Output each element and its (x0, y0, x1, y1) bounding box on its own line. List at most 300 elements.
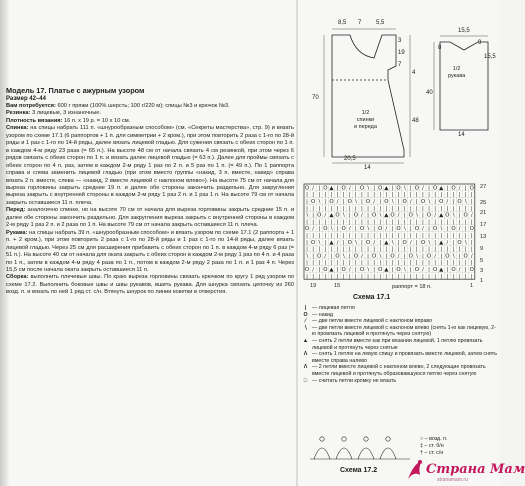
stitch-symbol: | (415, 233, 418, 239)
stitch-symbol: | (306, 273, 308, 280)
stitch-symbol: | (342, 192, 345, 199)
stitch-symbol: | (409, 246, 412, 253)
stitch-symbol: | (379, 273, 382, 280)
sleeves-text: на спицы набрать 39 п. «шнурообразным способом» и вязать узором по схеме 17.1 (2 раппорта + 1 п. + 2 кром.), при этом повторить 2 раза с 1-го по 28-й ряды и 1 раз с 1-го по 14-й ряды, далее вязать лицевой гладью. Через 25 см для расширения прибавить с обеих сторон по 1 п. в каждом 4-м ряду 6 раз (= 51 п.). На высоте 40 см от начала для оката закрыть с обеих сторон в каждом 2-м ряду 1 раз по 4 п. и 4 раза по 1 п., затем в каждом 4-м ряду 4 раза по 1 п., потом в каждом 2-м ряду 2 раза по 1 п. и 1 раз 4 п. Через 15,5 см после начала оката закрыть оставшиеся 11 п. (6, 229, 294, 273)
stitch-symbol: ∖ (463, 199, 468, 205)
crochet-legend-item: ○ – возд. п. (420, 436, 448, 442)
stitch-symbol: | (330, 219, 333, 226)
stitch-symbol: ∕ (312, 185, 315, 192)
dim-top-2: 7 (358, 20, 362, 26)
stitch-symbol: ∖ (354, 199, 358, 205)
stitch-symbol: | (458, 246, 461, 253)
stitch-symbol: O (439, 199, 444, 205)
stitch-symbol: | (385, 273, 388, 280)
stitch-symbol: | (379, 192, 382, 199)
stitch-symbol: | (348, 212, 351, 219)
stitch-symbol: ∕ (434, 253, 437, 260)
stitch-symbol: O (304, 226, 310, 233)
stitch-symbol: | (385, 219, 388, 226)
stitch-symbol: ∖ (402, 226, 407, 233)
stitch-symbol: | (440, 233, 443, 239)
stitch-symbol: | (446, 185, 449, 192)
stitch-symbol: | (336, 219, 339, 226)
stitch-symbol: ∖ (366, 185, 370, 192)
gauge-text: 16 п. х 19 р. = 10 х 10 см. (64, 117, 131, 124)
stitch-symbol: ∖ (305, 212, 309, 219)
rib-text: 3 лицевые, 3 изнаночные. (32, 110, 102, 117)
stitch-symbol: ∕ (336, 199, 339, 205)
stitch-symbol: | (397, 233, 400, 239)
stitch-symbol: | (324, 192, 327, 199)
stitch-symbol: | (342, 205, 345, 212)
stitch-symbol: O (323, 185, 328, 192)
stitch-symbol: | (367, 205, 369, 212)
stitch-symbol: | (470, 246, 473, 253)
legend-symbol: ∕ (305, 318, 306, 325)
stitch-symbol: | (446, 273, 449, 280)
stitch-symbol: | (385, 253, 388, 260)
stitch-symbol: ∖ (341, 253, 346, 260)
stitch-symbol: | (318, 205, 321, 212)
dim-height: 70 (312, 95, 319, 101)
legend-text: — накид (312, 311, 334, 318)
stitch-symbol: | (385, 205, 388, 212)
stitch-symbol: O (390, 253, 395, 260)
legend-item (300, 378, 498, 385)
chart-row-21: 21 (480, 210, 487, 216)
stitch-symbol: | (458, 253, 461, 260)
stitch-symbol: ∕ (446, 199, 449, 205)
stitch-symbol: | (348, 253, 351, 260)
stitch-symbol: | (415, 199, 418, 205)
stitch-symbol: | (373, 267, 376, 273)
stitch-symbol: ∕ (348, 267, 351, 273)
stitch-symbol: ∕ (422, 185, 424, 192)
stitch-symbol: O (390, 212, 395, 219)
stitch-symbol: | (452, 246, 455, 253)
stitch-symbol: | (342, 260, 345, 267)
stitch-symbol: | (391, 219, 394, 226)
stitch-symbol: ∖ (341, 212, 346, 219)
stitch-symbol: | (434, 239, 437, 246)
stork-icon (404, 457, 426, 483)
stitch-symbol: O (365, 199, 371, 205)
stitch-symbol: ∖ (427, 239, 431, 246)
stitch-symbol: | (415, 219, 418, 226)
stitch-symbol: O (420, 239, 426, 246)
stitch-symbol: O (426, 253, 432, 260)
stitch-symbol: | (330, 246, 333, 253)
stitch-symbol: ∕ (336, 239, 339, 246)
stitch-symbol: O (451, 185, 456, 192)
stitch-symbol: ∕ (458, 267, 461, 273)
stitch-symbol: O (353, 212, 358, 219)
dim-top-1: 8,5 (338, 20, 347, 26)
stitch-symbol: O (445, 212, 450, 219)
stitch-symbol: | (379, 246, 382, 253)
chart-row-27: 27 (480, 184, 487, 190)
stitch-symbol: | (409, 205, 412, 212)
stitch-symbol: | (342, 233, 345, 239)
sleeve-side-2: 9 (478, 40, 482, 46)
crochet-arc (336, 448, 352, 459)
stitch-symbol: O (311, 239, 316, 246)
model-title: Модель 17. Платье с ажурным узором (6, 86, 145, 95)
stitch-symbol: ∕ (373, 199, 376, 205)
stitch-symbol: | (464, 205, 467, 212)
back-para (6, 125, 294, 207)
stitch-symbol: | (373, 226, 376, 233)
stitch-symbol: | (440, 253, 443, 260)
stitch-symbol: | (458, 205, 461, 212)
stitch-symbol: O (396, 185, 401, 192)
sleeve-side-4: 40 (426, 90, 433, 96)
stitch-symbol: | (409, 233, 412, 239)
sleeve-side-1: 8 (438, 45, 442, 51)
stitch-symbol: | (391, 192, 394, 199)
stitch-symbol: | (330, 233, 333, 239)
stitch-symbol: | (452, 192, 455, 199)
stitch-symbol: | (391, 260, 394, 267)
chart-row-9: 9 (480, 246, 484, 252)
stitch-symbol: | (415, 246, 418, 253)
stitch-symbol: | (440, 192, 443, 199)
stitch-symbol: | (318, 267, 321, 273)
stitch-symbol: ∖ (427, 199, 431, 205)
stitch-symbol: | (403, 260, 406, 267)
crochet-legend-item: ‡ – ст. б/н (420, 442, 444, 449)
stitch-symbol: | (391, 273, 394, 280)
stitch-symbol: O (359, 185, 365, 192)
stitch-symbol: O (335, 212, 340, 219)
legend-symbol: | (304, 305, 307, 311)
stitch-symbol: O (384, 199, 389, 205)
stitch-symbol: | (373, 219, 376, 226)
stitch-symbol: O (463, 212, 468, 219)
stitch-symbol: | (379, 219, 382, 226)
chart-row-3: 3 (480, 268, 484, 274)
stitch-symbol: | (342, 273, 345, 280)
stitch-symbol: | (452, 205, 455, 212)
stitch-symbol: | (470, 239, 473, 246)
stitch-symbol: | (458, 219, 461, 226)
stitch-symbol: | (458, 273, 461, 280)
stitch-symbol: | (367, 246, 369, 253)
stitch-symbol: | (409, 273, 412, 280)
schematic-drawing (300, 0, 500, 182)
stitch-symbol: | (391, 246, 394, 253)
stitch-symbol: O (445, 253, 450, 260)
stitch-symbol: ▲ (439, 239, 444, 246)
stitch-symbol: | (446, 205, 449, 212)
stitch-symbol: ∖ (366, 226, 370, 233)
chart-row-25: 25 (480, 200, 487, 206)
stitch-symbol: ▲ (439, 185, 444, 192)
legend-text: — лицевая петля (312, 305, 355, 311)
stitch-symbol: | (330, 205, 333, 212)
stitch-symbol: | (440, 260, 443, 267)
stitch-symbol: | (440, 219, 443, 226)
stitch-symbol: ∕ (409, 199, 412, 205)
stitch-symbol: | (464, 219, 467, 226)
pattern-schematic (300, 0, 500, 182)
chart-row-5: 5 (480, 258, 484, 264)
stitch-symbol: | (336, 226, 339, 233)
stitch-symbol: | (470, 199, 473, 205)
stitch-symbol: ∕ (458, 185, 461, 192)
stitch-symbol: | (428, 219, 430, 226)
rib-para (6, 110, 294, 117)
materials-para (6, 103, 294, 110)
logo-sub: stranamam.ru (437, 477, 468, 483)
crochet-picot (320, 437, 324, 441)
stitch-symbol: ∖ (415, 212, 419, 219)
legend-symbol: O (303, 311, 308, 318)
stitch-symbol: | (452, 199, 455, 205)
stitch-symbol: | (367, 253, 369, 260)
stitch-symbol: O (414, 226, 419, 233)
stitch-symbol: | (367, 273, 369, 280)
stitch-symbol: | (354, 185, 357, 192)
stitch-symbol: | (391, 205, 394, 212)
stitch-symbol: | (354, 192, 357, 199)
stitch-symbol: | (391, 226, 394, 233)
gauge-label: Плотность вязания: (6, 117, 63, 124)
stitch-symbol: | (318, 260, 321, 267)
stitch-symbol: | (324, 199, 327, 205)
front-para (6, 207, 294, 229)
stitch-symbol: ▲ (439, 267, 444, 273)
stitch-symbol: | (452, 233, 455, 239)
legend-symbol: □ (303, 377, 308, 384)
stitch-symbol: | (415, 192, 418, 199)
stitch-symbol: | (403, 273, 406, 280)
stitch-symbol: | (403, 233, 406, 239)
stitch-symbol: ∕ (458, 226, 461, 233)
stitch-symbol: ▲ (384, 185, 389, 192)
stitch-symbol: | (409, 185, 412, 192)
back-label: Спинка: (6, 125, 29, 132)
front-label: Перед: (6, 207, 26, 214)
stitch-symbol: ∖ (451, 212, 456, 219)
stitch-symbol: ▲ (329, 267, 334, 273)
stitch-symbol: | (342, 239, 345, 246)
stitch-symbol: | (403, 246, 406, 253)
stitch-symbol: | (354, 267, 357, 273)
stitch-symbol: | (336, 185, 339, 192)
stitch-symbol: | (397, 199, 400, 205)
materials-text: 600 г пряжи (100% шерсть; 100 г/220 м); спицы №3 и крючок №3. (57, 103, 230, 109)
stitch-symbol: | (464, 246, 467, 253)
stitch-symbol: | (342, 219, 345, 226)
stitch-symbol: | (342, 246, 345, 253)
stitch-symbol: O (396, 226, 401, 233)
stitch-symbol: | (354, 260, 357, 267)
stitch-symbol: | (458, 233, 461, 239)
legend-item (300, 364, 498, 377)
stitch-symbol: ∕ (324, 212, 327, 219)
crochet-legend (420, 436, 447, 456)
stitch-symbol: ∕ (409, 239, 412, 246)
stitch-symbol: | (428, 192, 430, 199)
stitch-symbol: ▲ (329, 185, 334, 192)
dress-outline (332, 35, 404, 157)
size-label: Размер 42–44 (6, 96, 46, 102)
stitch-symbol: ▲ (329, 239, 334, 246)
piece-label: 1/2 спинки и переда (354, 110, 377, 130)
stitch-symbol: O (451, 226, 456, 233)
stitch-symbol: | (391, 267, 394, 273)
assembly-text: выполнить плечевые швы. По краю выреза горловины связать крючком по кругу 1 ряд узором по схеме 17.2. Выполнить боковые швы и швы рукавов, вшить рукава. Для шнурка связать цепочку из 260 возд. п. и вязать по ней 1 ряд ст. с/н. Втянуть шнурок по линии кокетки в отверстия. (6, 274, 294, 296)
stitch-symbol: | (324, 246, 327, 253)
stitch-symbol: | (446, 233, 449, 239)
chart-row-13: 13 (480, 234, 487, 240)
stitch-symbol: ∕ (348, 185, 351, 192)
stitch-symbol: O (341, 185, 346, 192)
stitch-symbol: | (379, 199, 382, 205)
stitch-symbol: O (426, 212, 432, 219)
stitch-symbol: ∖ (463, 239, 468, 246)
stitch-symbol: | (318, 246, 321, 253)
stitch-symbol: | (464, 260, 467, 267)
stitch-symbol: | (422, 246, 424, 253)
stitch-symbol: | (348, 219, 351, 226)
stitch-symbol: | (458, 260, 461, 267)
stitch-symbol: | (306, 246, 308, 253)
stitch-symbol: ∕ (348, 226, 351, 233)
legend-item (300, 338, 498, 351)
stitch-symbol: | (306, 239, 308, 246)
stitch-symbol: O (469, 185, 474, 192)
stitch-symbol: | (446, 226, 449, 233)
stitch-symbol: | (324, 219, 327, 226)
stitch-symbol: ∖ (402, 185, 407, 192)
stitch-symbol: | (330, 192, 333, 199)
stitch-chart (298, 182, 500, 304)
legend-item (300, 325, 498, 338)
stitch-symbol: | (324, 205, 327, 212)
stitch-symbol: | (361, 246, 363, 253)
stitch-symbol: | (403, 205, 406, 212)
stitch-symbol: O (353, 253, 358, 260)
site-logo (404, 455, 525, 486)
stitch-symbol: O (304, 185, 310, 192)
stitch-symbol: ∖ (402, 267, 407, 273)
stitch-symbol: | (434, 246, 437, 253)
stitch-symbol: | (397, 219, 400, 226)
stitch-symbol: | (306, 233, 308, 239)
stitch-symbol: | (385, 192, 388, 199)
stitch-symbol: | (306, 219, 308, 226)
stitch-symbol: | (367, 219, 369, 226)
stitch-symbol: | (336, 205, 339, 212)
stitch-symbol: O (457, 199, 462, 205)
stitch-symbol: | (318, 219, 321, 226)
stitch-symbol: | (434, 233, 437, 239)
assembly-para (6, 274, 294, 296)
stitch-symbol: O (451, 267, 456, 273)
stitch-symbol: | (373, 192, 376, 199)
stitch-symbol: | (348, 233, 351, 239)
stitch-symbol: | (434, 199, 437, 205)
legend-symbol: ∖ (303, 324, 308, 331)
stitch-symbol: | (434, 205, 437, 212)
legend-item (300, 351, 498, 364)
stitch-symbol: | (336, 192, 339, 199)
stitch-symbol: ∖ (451, 253, 456, 260)
stitch-symbol: | (446, 267, 449, 273)
stitch-symbol: ∕ (373, 239, 376, 246)
stitch-symbol: | (434, 192, 437, 199)
stitch-symbol: | (312, 233, 315, 239)
stitch-symbol: | (415, 273, 418, 280)
front-text: аналогично спинке, но на высоте 70 см от начала для выреза горловины закрыть средние 15 п. и далее обе стороны закончить раздельно. Для закругления выреза закрыть с внутренней стороны в каждом 2-м ряду 1 раз 2 п. и 2 раза по 1 п. На высоте 79 см от начала закрыть оставшиеся 11 п. плеча. (6, 207, 294, 229)
stitch-symbol: | (428, 267, 430, 273)
stitch-symbol: | (336, 233, 339, 239)
chart-col-19: 19 (310, 283, 317, 289)
stitch-symbol: | (312, 212, 315, 219)
assembly-label: Сборка: (6, 274, 29, 281)
stitch-symbol: | (464, 192, 467, 199)
legend-symbol: ▲ (302, 337, 309, 344)
stitch-symbol: | (458, 192, 461, 199)
stitch-symbol: ∖ (329, 226, 334, 233)
stitch-symbol: ∖ (317, 239, 321, 246)
dim-right-2: 19 (398, 50, 405, 56)
stitch-symbol: | (470, 192, 473, 199)
sleeve-outline (440, 42, 488, 130)
stitch-symbol: | (397, 273, 400, 280)
stitch-symbol: | (318, 185, 321, 192)
stitch-symbol: ▲ (439, 212, 444, 219)
stitch-symbol: O (457, 239, 462, 246)
stitch-symbol: | (354, 205, 357, 212)
stitch-symbol: | (422, 273, 424, 280)
stitch-symbol: | (348, 246, 351, 253)
stitch-symbol: | (373, 246, 376, 253)
stitch-symbol: ∖ (354, 239, 358, 246)
stitch-symbol: O (378, 226, 383, 233)
stitch-symbol: | (312, 273, 315, 280)
stitch-symbol: | (361, 205, 363, 212)
stitch-symbol: O (433, 226, 438, 233)
stitch-symbol: | (354, 226, 357, 233)
stitch-symbol: | (354, 246, 357, 253)
chart-row-17: 17 (480, 222, 487, 228)
gauge-para (6, 118, 294, 125)
stitch-symbol: ▲ (384, 212, 389, 219)
stitch-symbol: O (317, 212, 322, 219)
stitch-symbol: | (428, 226, 430, 233)
legend-text: — 2 петли вместе лицевой с наклоном влево, 2 следующие провязать вместе лицевой и протянуть образовавшуюся петлю через снятую (312, 364, 486, 377)
stitch-symbol: ∖ (305, 253, 309, 260)
stitch-symbol: | (324, 260, 327, 267)
stitch-symbol: ∕ (361, 253, 363, 260)
stitch-symbol: | (354, 233, 357, 239)
stitch-symbol: O (329, 199, 334, 205)
stitch-symbol: | (373, 205, 376, 212)
crochet-picot (364, 437, 368, 441)
stitch-symbol: | (464, 233, 467, 239)
stitch-symbol: | (428, 233, 430, 239)
stitch-symbol: ∖ (390, 199, 395, 205)
stitch-symbol: O (311, 199, 316, 205)
stitch-symbol: | (361, 199, 363, 205)
stitch-symbol: | (452, 219, 455, 226)
stitch-symbol: O (414, 185, 419, 192)
stitch-symbol: O (463, 253, 468, 260)
stitch-symbol: | (361, 192, 363, 199)
